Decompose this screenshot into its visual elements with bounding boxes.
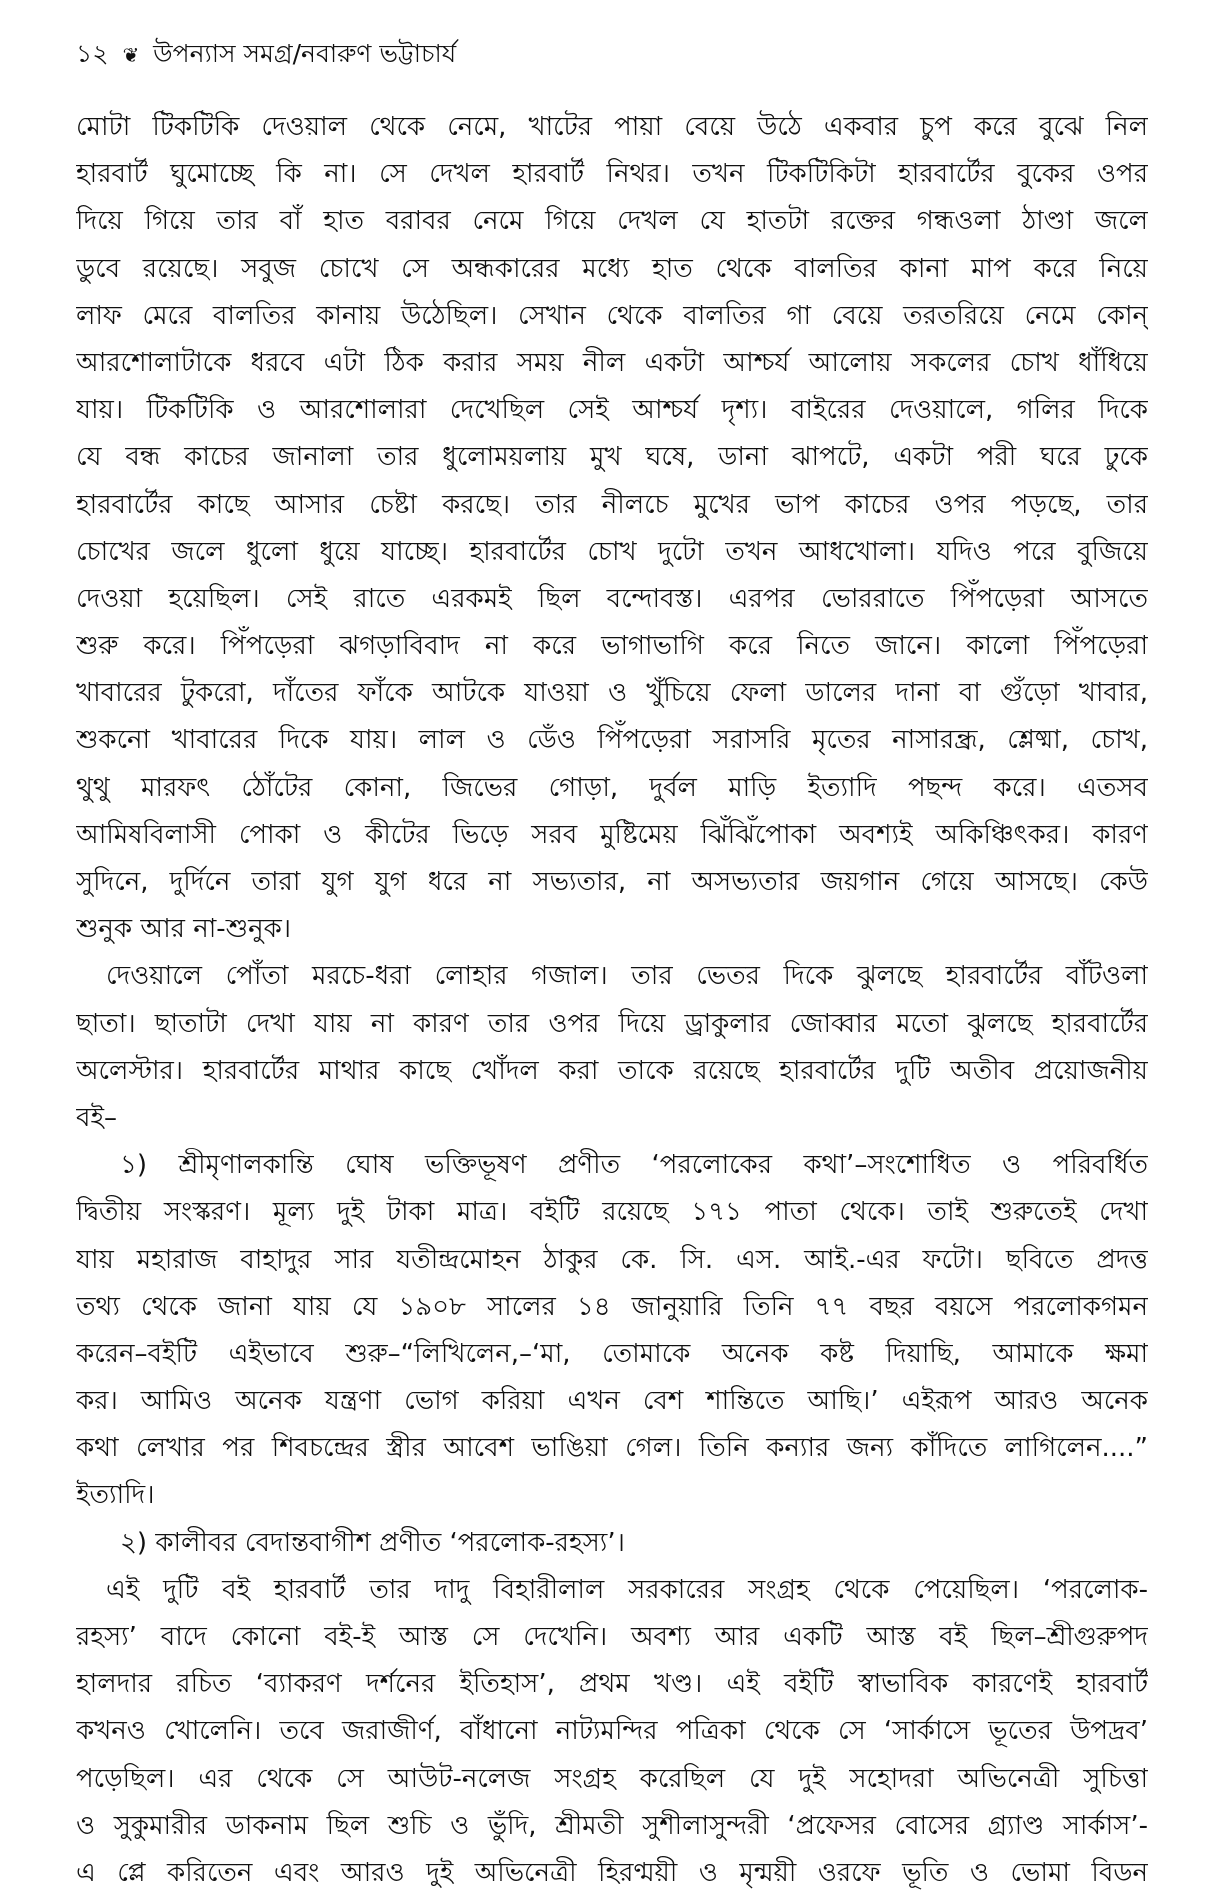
text-line: কখনও খোলেনি। তবে জরাজীর্ণ, বাঁধানো নাট্যমন্দির পত্রিকা থেকে সে ‘সার্কাসে ভূতের উপদ্রব’ <box>76 1716 1148 1747</box>
text-line: তথ্য থেকে জানা যায় যে ১৯০৮ সালের ১৪ জানুয়ারি তিনি ৭৭ বছর বয়সে পরলোকগমন <box>76 1291 1148 1322</box>
text-line: কর। আমিও অনেক যন্ত্রণা ভোগ করিয়া এখন বেশ শান্তিতে আছি।’ এইরূপ আরও অনেক <box>76 1386 1148 1417</box>
text-line: দ্বিতীয় সংস্করণ। মূল্য দুই টাকা মাত্র। বইটি রয়েছে ১৭১ পাতা থেকে। তাই শুরুতেই দেখা <box>76 1197 1148 1228</box>
text-line: বই– <box>76 1102 117 1133</box>
running-title: উপন্যাস সমগ্র/নবারুণ ভট্টাচার্য <box>153 39 457 68</box>
text-line: চোখের জলে ধুলো ধুয়ে যাচ্ছে। হারবার্টের চোখ দুটো তখন আধখোলা। যদিও পরে বুজিয়ে <box>76 536 1148 567</box>
text-line: দেওয়া হয়েছিল। সেই রাতে এরকমই ছিল বন্দোবস্ত। এরপর ভোররাতে পিঁপড়েরা আসতে <box>76 583 1148 614</box>
text-line: করেন–বইটি এইভাবে শুরু–“লিখিলেন,–‘মা, তোমাকে অনেক কষ্ট দিয়াছি, আমাকে ক্ষমা <box>76 1338 1148 1369</box>
page-number: ১২ <box>76 39 109 68</box>
text-line: দেওয়ালে পোঁতা মরচে-ধরা লোহার গজাল। তার ভেতর দিকে ঝুলছে হারবার্টের বাঁটওলা <box>106 961 1148 992</box>
text-line: খাবারের টুকরো, দাঁতের ফাঁকে আটকে যাওয়া ও খুঁচিয়ে ফেলা ডালের দানা বা গুঁড়ো খাবার, <box>76 678 1148 709</box>
text-line: মোটা টিকটিকি দেওয়াল থেকে নেমে, খাটের পায়া বেয়ে উঠে একবার চুপ করে বুঝে নিল <box>76 112 1148 142</box>
ornament-icon: ❦ <box>122 43 140 67</box>
text-line: এ প্লে করিতেন এবং আরও দুই অভিনেত্রী হিরণ্ময়ী ও মৃন্ময়ী ওরফে ভূতি ও ভোমা বিডন <box>76 1857 1148 1888</box>
text-line: ডুবে রয়েছে। সবুজ চোখে সে অন্ধকারের মধ্যে হাত থেকে বালতির কানা মাপ করে নিয়ে <box>76 253 1148 284</box>
text-line: লাফ মেরে বালতির কানায় উঠেছিল। সেখান থেকে বালতির গা বেয়ে তরতরিয়ে নেমে কোন্ <box>76 300 1148 331</box>
text-line: পড়েছিল। এর থেকে সে আউট-নলেজ সংগ্রহ করেছিল যে দুই সহোদরা অভিনেত্রী সুচিত্তা <box>76 1763 1148 1794</box>
text-line: দিয়ে গিয়ে তার বাঁ হাত বরাবর নেমে গিয়ে দেখল যে হাতটা রক্তের গন্ধওলা ঠাণ্ডা জলে <box>76 206 1148 237</box>
text-line: আরশোলাটাকে ধরবে এটা ঠিক করার সময় নীল একটা আশ্চর্য আলোয় সকলের চোখ ধাঁধিয়ে <box>76 347 1148 378</box>
text-line: অলেস্টার। হারবার্টের মাথার কাছে খোঁদল করা তাকে রয়েছে হারবার্টের দুটি অতীব প্রয়োজনীয় <box>76 1055 1148 1086</box>
text-line: হারবার্টের কাছে আসার চেষ্টা করছে। তার নীলচে মুখের ভাপ কাচের ওপর পড়ছে, তার <box>76 489 1148 520</box>
text-line: আমিষবিলাসী পোকা ও কীটের ভিড়ে সরব মুষ্টিমেয় ঝিঁঝিঁপোকা অবশ্যই অকিঞ্চিৎকর। কারণ <box>76 819 1148 850</box>
page-body-text <box>76 104 1148 1897</box>
text-line: ও সুকুমারীর ডাকনাম ছিল শুচি ও ভুঁদি, শ্রীমতী সুশীলাসুন্দরী ‘প্রফেসর বোসের গ্র্যাণ্ড সার্কাস’- <box>76 1810 1148 1841</box>
text-line: শুরু করে। পিঁপড়েরা ঝগড়াবিবাদ না করে ভাগাভাগি করে নিতে জানে। কালো পিঁপড়েরা <box>76 631 1148 662</box>
text-line: হালদার রচিত ‘ব্যাকরণ দর্শনের ইতিহাস’, প্রথম খণ্ড। এই বইটি স্বাভাবিক কারণেই হারবার্ট <box>76 1669 1148 1700</box>
text-line: হারবার্ট ঘুমোচ্ছে কি না। সে দেখল হারবার্ট নিথর। তখন টিকটিকিটা হারবার্টের বুকের ওপর <box>76 159 1148 190</box>
text-line: কথা লেখার পর শিবচন্দ্রের স্ত্রীর আবেশ ভাঙিয়া গেল। তিনি কন্যার জন্য কাঁদিতে লাগিলেন....” <box>76 1433 1148 1464</box>
text-line: ১) শ্রীমৃণালকান্তি ঘোষ ভক্তিভূষণ প্রণীত ‘পরলোকের কথা’–সংশোধিত ও পরিবর্ধিত <box>120 1150 1148 1181</box>
text-line: সুদিনে, দুর্দিনে তারা যুগ যুগ ধরে না সভ্যতার, না অসভ্যতার জয়গান গেয়ে আসছে। কেউ <box>76 867 1148 897</box>
text-line: যায় মহারাজ বাহাদুর সার যতীন্দ্রমোহন ঠাকুর কে. সি. এস. আই.-এর ফটো। ছবিতে প্রদত্ত <box>76 1244 1148 1275</box>
text-line: ইত্যাদি। <box>76 1480 155 1511</box>
text-line: ২) কালীবর বেদান্তবাগীশ প্রণীত ‘পরলোক-রহস্য’। <box>120 1527 625 1558</box>
text-line: যে বন্ধ কাচের জানালা তার ধুলোময়লায় মুখ ঘষে, ডানা ঝাপটে, একটা পরী ঘরে ঢুকে <box>76 442 1148 473</box>
text-line: ছাতা। ছাতাটা দেখা যায় না কারণ তার ওপর দিয়ে ড্রাকুলার জোব্বার মতো ঝুলছে হারবার্টের <box>76 1008 1148 1039</box>
text-line: যায়। টিকটিকি ও আরশোলারা দেখেছিল সেই আশ্চর্য দৃশ্য। বাইরের দেওয়ালে, গলির দিকে <box>76 395 1148 426</box>
text-line: এই দুটি বই হারবার্ট তার দাদু বিহারীলাল সরকারের সংগ্রহ থেকে পেয়েছিল। ‘পরলোক- <box>106 1574 1148 1605</box>
text-line: শুনুক আর না-শুনুক। <box>76 914 292 945</box>
text-line: থুথু মারফৎ ঠোঁটের কোনা, জিভের গোড়া, দুর্বল মাড়ি ইত্যাদি পছন্দ করে। এতসব <box>76 772 1148 803</box>
text-line: রহস্য’ বাদে কোনো বই-ই আস্ত সে দেখেনি। অবশ্য আর একটি আস্ত বই ছিল–শ্রীগুরুপদ <box>76 1622 1148 1652</box>
running-header <box>76 34 456 77</box>
text-line: শুকনো খাবারের দিকে যায়। লাল ও ডেঁও পিঁপড়েরা সরাসরি মৃতের নাসারন্ধ্র, শ্লেষ্মা, চোখ, <box>76 725 1148 756</box>
